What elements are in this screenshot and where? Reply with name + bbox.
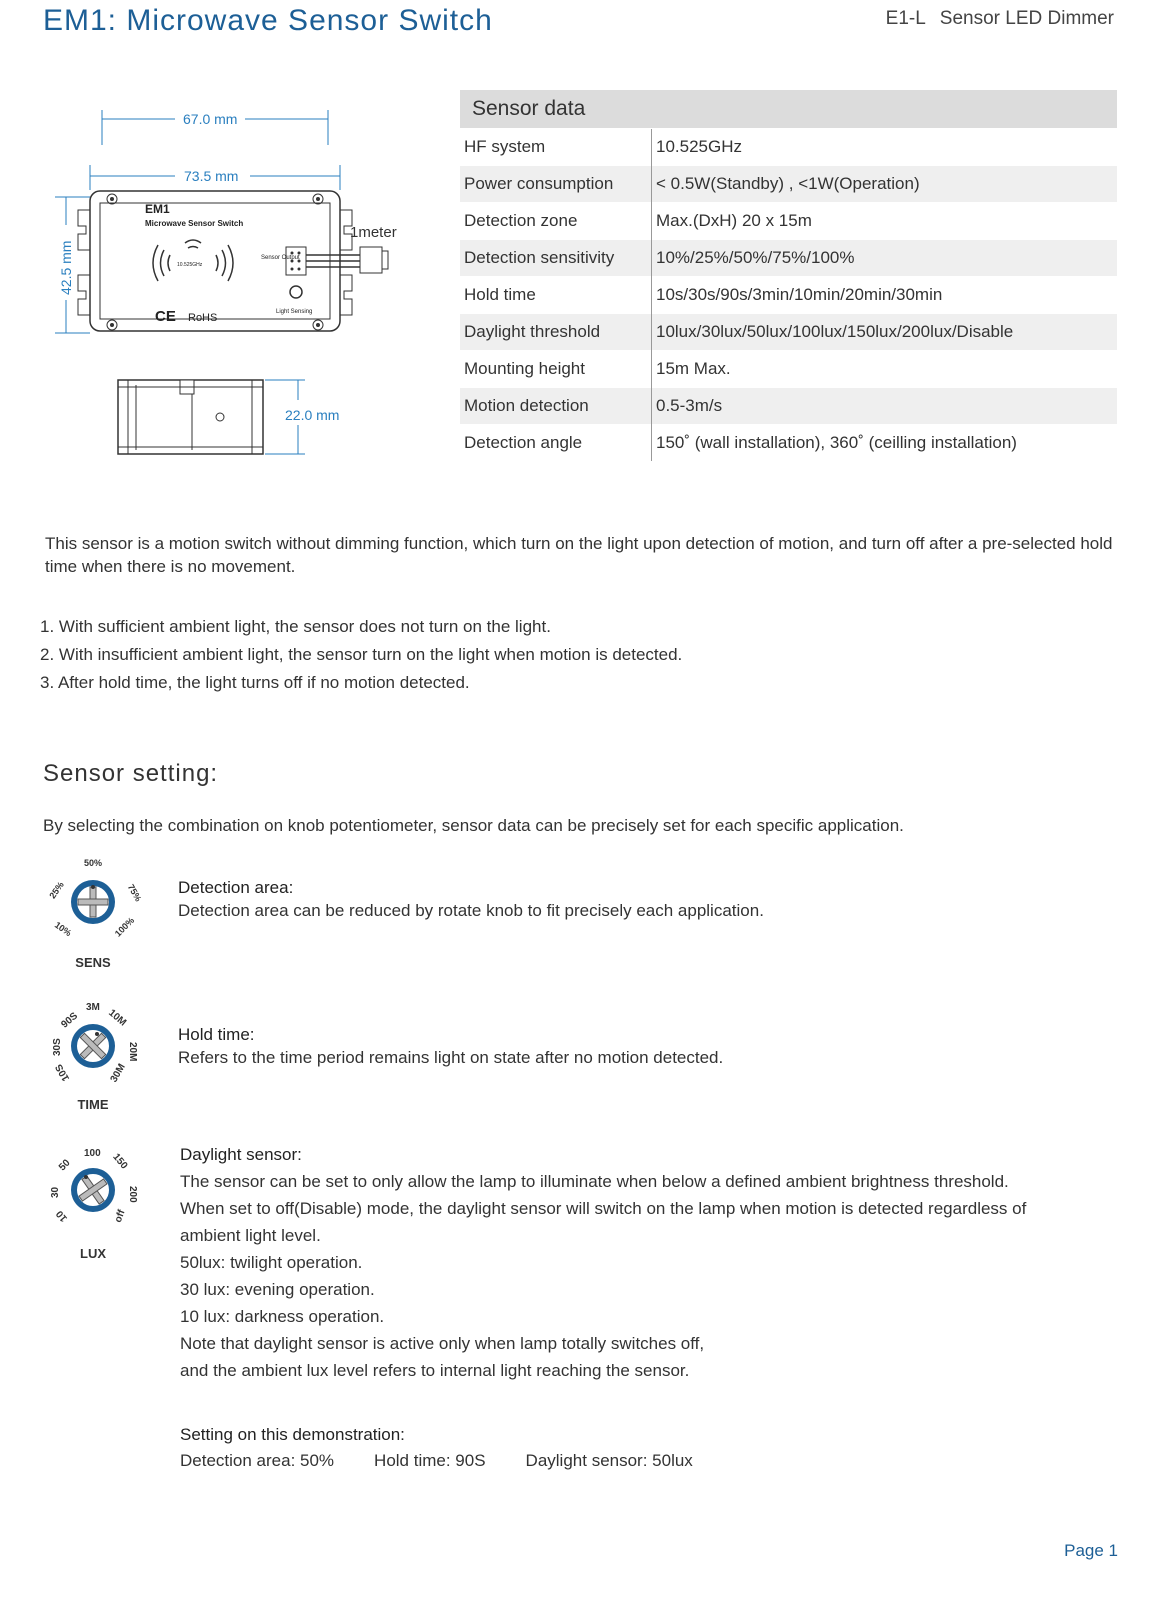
table-row: Detection zone Max.(DxH) 20 x 15m bbox=[460, 203, 1117, 240]
table-row: Detection sensitivity 10%/25%/50%/75%/100% bbox=[460, 240, 1117, 277]
sens-label-50: 50% bbox=[84, 858, 103, 868]
lux-label-200: 200 bbox=[127, 1186, 138, 1203]
ce-mark: CE bbox=[155, 308, 176, 325]
section-lead: By selecting the combination on knob potentiometer, sensor data can be precisely set for each specific application. bbox=[43, 816, 904, 835]
lux-label-150: 150 bbox=[110, 1151, 130, 1172]
daylight-line: ambient light level. bbox=[180, 1226, 321, 1245]
lux-label-10: 10 bbox=[54, 1208, 70, 1224]
table-heading: Sensor data bbox=[460, 90, 1117, 129]
page-title: EM1: Microwave Sensor Switch bbox=[43, 4, 493, 37]
table-row: Mounting height 15m Max. bbox=[460, 351, 1117, 388]
list-item: 2. With insufficient ambient light, the sensor turn on the light when motion is detected. bbox=[40, 645, 683, 664]
time-label-10s: 10S bbox=[53, 1062, 73, 1083]
category-label: Sensor LED Dimmer bbox=[939, 8, 1114, 29]
device-subtitle: Microwave Sensor Switch bbox=[145, 219, 244, 228]
lux-label-30: 30 bbox=[50, 1186, 61, 1198]
intro-paragraph: This sensor is a motion switch without dimming function, which turn on the light upon detection of motion, and turn off after a pre-selected hold time when there is no movement. bbox=[45, 534, 1113, 576]
daylight-line: 10 lux: darkness operation. bbox=[180, 1307, 385, 1326]
time-caption: TIME bbox=[77, 1097, 109, 1112]
demo-hold: Hold time: 90S bbox=[374, 1451, 486, 1470]
demo-daylight: Daylight sensor: 50lux bbox=[525, 1451, 693, 1470]
list-item: 1. With sufficient ambient light, the sensor does not turn on the light. bbox=[40, 617, 551, 636]
dim-height: 42.5 mm bbox=[58, 240, 74, 295]
product-category bbox=[872, 8, 1114, 30]
table-row: Motion detection 0.5-3m/s bbox=[460, 388, 1117, 425]
device-name: EM1 bbox=[145, 202, 170, 216]
daylight-sensor-title: Daylight sensor: bbox=[180, 1145, 302, 1164]
table-row: Detection angle 150˚ (wall installation), 360˚ (ceilling installation) bbox=[460, 425, 1117, 462]
daylight-line: 50lux: twilight operation. bbox=[180, 1253, 363, 1272]
cable-length: 1meter bbox=[350, 224, 397, 241]
dim-width-outer: 73.5 mm bbox=[184, 168, 239, 184]
daylight-line: 30 lux: evening operation. bbox=[180, 1280, 375, 1299]
dimension-drawing bbox=[40, 95, 440, 475]
demo-area: Detection area: 50% bbox=[180, 1451, 335, 1470]
time-label-30m: 30M bbox=[108, 1062, 128, 1085]
daylight-line: When set to off(Disable) mode, the daylight sensor will switch on the lamp when motion is detected regardless of bbox=[180, 1199, 1027, 1218]
time-label-10m: 10M bbox=[106, 1007, 129, 1029]
sens-label-25: 25% bbox=[47, 879, 66, 901]
hold-time-body: Refers to the time period remains light on state after no motion detected. bbox=[178, 1048, 724, 1067]
time-label-30s: 30S bbox=[52, 1038, 63, 1056]
table-row: Hold time 10s/30s/90s/3min/10min/20min/30min bbox=[460, 277, 1117, 314]
daylight-sensor-body bbox=[180, 1168, 1026, 1384]
list-item: 3. After hold time, the light turns off if no motion detected. bbox=[40, 673, 470, 692]
sens-knob-icon bbox=[40, 852, 146, 948]
dim-depth: 22.0 mm bbox=[285, 407, 340, 423]
time-knob-icon bbox=[40, 996, 146, 1092]
lux-label-50: 50 bbox=[56, 1157, 73, 1174]
sens-label-100: 100% bbox=[112, 915, 137, 939]
sensor-output-label: Sensor Output bbox=[261, 255, 300, 261]
time-label-20m: 20M bbox=[127, 1042, 138, 1062]
daylight-line: The sensor can be set to only allow the lamp to illuminate when below a defined ambient brightness threshold. bbox=[180, 1172, 1009, 1191]
daylight-line: Note that daylight sensor is active only when lamp totally switches off, bbox=[180, 1334, 705, 1353]
demo-settings bbox=[180, 1451, 733, 1471]
table-row: Daylight threshold 10lux/30lux/50lux/100lux/150lux/200lux/Disable bbox=[460, 314, 1117, 351]
section-heading: Sensor setting: bbox=[43, 760, 219, 787]
frequency-label: 10.525GHz bbox=[177, 262, 203, 268]
model-code: E1-L bbox=[885, 8, 926, 29]
daylight-line: and the ambient lux level refers to internal light reaching the sensor. bbox=[180, 1361, 690, 1380]
sens-label-75: 75% bbox=[125, 882, 144, 904]
table-row: HF system 10.525GHz bbox=[460, 129, 1117, 166]
time-label-90s: 90S bbox=[59, 1010, 81, 1031]
lux-label-off: off bbox=[112, 1208, 128, 1225]
demo-title: Setting on this demonstration: bbox=[180, 1425, 405, 1444]
sens-label-10: 10% bbox=[52, 919, 74, 939]
hold-time-title: Hold time: bbox=[178, 1025, 255, 1044]
detection-area-title: Detection area: bbox=[178, 878, 294, 897]
table-row: Power consumption < 0.5W(Standby) , <1W(Operation) bbox=[460, 166, 1117, 203]
dim-width-inner: 67.0 mm bbox=[183, 111, 238, 127]
lux-label-100: 100 bbox=[84, 1148, 101, 1159]
light-sensing-label: Light Sensing bbox=[276, 309, 313, 315]
sens-caption: SENS bbox=[75, 955, 111, 970]
lux-knob-icon bbox=[40, 1140, 146, 1236]
rohs-mark: RoHS bbox=[188, 312, 218, 324]
sensor-data-table bbox=[460, 90, 1117, 461]
time-label-3m: 3M bbox=[86, 1002, 100, 1013]
detection-area-body: Detection area can be reduced by rotate knob to fit precisely each application. bbox=[178, 901, 764, 920]
operation-steps bbox=[40, 613, 682, 697]
lux-caption: LUX bbox=[80, 1246, 106, 1261]
page-number: Page 1 bbox=[1064, 1541, 1118, 1560]
